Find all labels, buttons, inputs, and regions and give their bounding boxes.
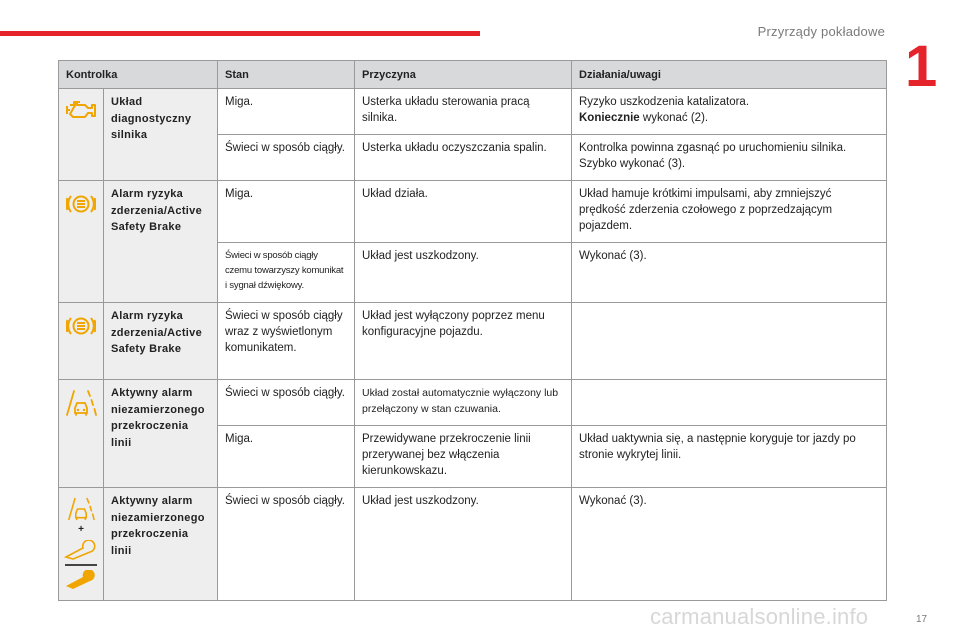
lane-keeping-icon bbox=[64, 388, 98, 418]
warning-light-name: Alarm ryzyka zderzenia/Active Safety Brake bbox=[104, 181, 218, 303]
przyczyna-cell: Usterka układu sterowania pracą silnika. bbox=[355, 89, 572, 135]
column-header-przyczyna: Przyczyna bbox=[355, 61, 572, 89]
watermark: carmanualsonline.info bbox=[650, 604, 869, 629]
collision-risk-icon bbox=[66, 189, 96, 219]
icon-separator bbox=[65, 564, 97, 566]
stan-cell: Świeci w sposób ciągły wraz z wyświetlonym komunikatem. bbox=[218, 303, 355, 380]
chapter-number: 1 bbox=[905, 34, 938, 99]
plus-sign: + bbox=[78, 524, 84, 535]
icon-cell bbox=[59, 181, 104, 303]
stan-cell: Świeci w sposób ciągły czemu towarzyszy komunikat i sygnał dźwiękowy. bbox=[218, 243, 355, 303]
service-wrench-outline-icon bbox=[63, 540, 99, 560]
table-row bbox=[59, 488, 887, 601]
stan-cell: Świeci w sposób ciągły. bbox=[218, 380, 355, 426]
stan-cell: Miga. bbox=[218, 89, 355, 135]
stan-cell: Świeci w sposób ciągły. bbox=[218, 135, 355, 181]
przyczyna-cell: Układ jest wyłączony poprzez menu konfiguracyjne pojazdu. bbox=[355, 303, 572, 380]
warning-light-name: Układ diagnostyczny silnika bbox=[104, 89, 218, 181]
uwagi-cell bbox=[572, 303, 887, 380]
stan-cell: Świeci w sposób ciągły. bbox=[218, 488, 355, 601]
warning-lights-table-container bbox=[58, 60, 886, 601]
table-row bbox=[59, 89, 887, 135]
przyczyna-cell: Układ jest uszkodzony. bbox=[355, 488, 572, 601]
uwagi-bold-text: Koniecznie bbox=[579, 112, 640, 124]
icon-cell bbox=[59, 89, 104, 181]
icon-cell bbox=[59, 303, 104, 380]
uwagi-cell: Układ hamuje krótkimi impulsami, aby zmniejszyć prędkość zderzenia czołowego z poprzedzającym pojazdem. bbox=[572, 181, 887, 243]
stan-cell: Miga. bbox=[218, 181, 355, 243]
uwagi-cell: Kontrolka powinna zgasnąć po uruchomieniu silnika. Szybko wykonać (3). bbox=[572, 135, 887, 181]
uwagi-text: Ryzyko uszkodzenia katalizatora. bbox=[579, 96, 750, 108]
engine-warning-icon bbox=[64, 97, 98, 121]
header-accent-bar bbox=[0, 31, 480, 36]
table-row bbox=[59, 181, 887, 243]
column-header-dzialania: Działania/uwagi bbox=[572, 61, 887, 89]
section-title: Przyrządy pokładowe bbox=[757, 24, 885, 39]
uwagi-cell bbox=[572, 380, 887, 426]
warning-light-name: Alarm ryzyka zderzenia/Active Safety Brake bbox=[104, 303, 218, 380]
stan-cell: Miga. bbox=[218, 426, 355, 488]
uwagi-cell: Wykonać (3). bbox=[572, 243, 887, 303]
collision-risk-icon bbox=[66, 311, 96, 341]
table-header-row bbox=[59, 61, 887, 89]
column-header-kontrolka: Kontrolka bbox=[59, 61, 218, 89]
warning-lights-table bbox=[58, 60, 887, 601]
przyczyna-cell: Usterka układu oczyszczania spalin. bbox=[355, 135, 572, 181]
warning-light-name: Aktywny alarm niezamierzonego przekroczenia linii bbox=[104, 488, 218, 601]
przyczyna-cell: Układ został automatycznie wyłączony lub przełączony w stan czuwania. bbox=[355, 380, 572, 426]
service-wrench-icon bbox=[63, 570, 99, 590]
uwagi-text-continuation: wykonać (2). bbox=[639, 112, 709, 124]
icon-cell bbox=[59, 380, 104, 488]
uwagi-cell bbox=[572, 89, 887, 135]
warning-light-name: Aktywny alarm niezamierzonego przekroczenia linii bbox=[104, 380, 218, 488]
table-row bbox=[59, 380, 887, 426]
uwagi-cell: Wykonać (3). bbox=[572, 488, 887, 601]
przyczyna-cell: Układ jest uszkodzony. bbox=[355, 243, 572, 303]
page-number: 17 bbox=[916, 614, 928, 625]
przyczyna-cell: Przewidywane przekroczenie linii przerywanej bez włączenia kierunkowskazu. bbox=[355, 426, 572, 488]
icon-cell bbox=[59, 488, 104, 601]
column-header-stan: Stan bbox=[218, 61, 355, 89]
uwagi-cell: Układ uaktywnia się, a następnie koryguje tor jazdy po stronie wykrytej linii. bbox=[572, 426, 887, 488]
table-row bbox=[59, 303, 887, 380]
przyczyna-cell: Układ działa. bbox=[355, 181, 572, 243]
lane-keeping-icon bbox=[66, 496, 96, 522]
